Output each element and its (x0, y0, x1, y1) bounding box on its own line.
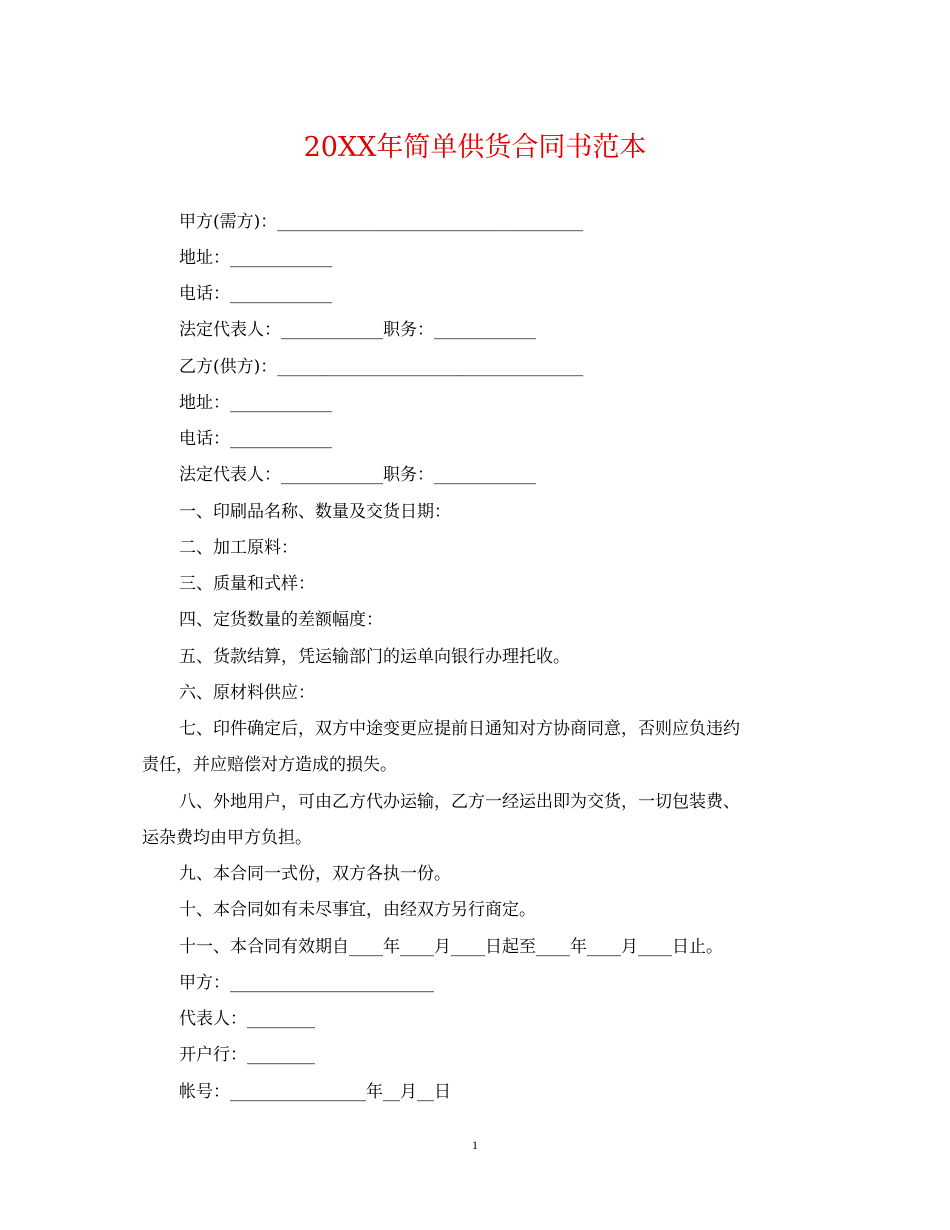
clause-6: 六、原材料供应： (179, 683, 315, 703)
clause-9: 九、本合同一式份，双方各执一份。 (179, 864, 451, 884)
clause-7-continued: 责任，并应赔偿对方造成的损失。 (142, 755, 397, 775)
clause-10: 十、本合同如有未尽事宜，由经双方另行商定。 (179, 900, 536, 920)
clause-7: 七、印件确定后，双方中途变更应提前日通知对方协商同意，否则应负违约 (179, 719, 740, 739)
signature-representative: 代表人：________ (179, 1009, 315, 1029)
clause-11: 十一、本合同有效期自____年____月____日起至____年____月____日止。 (179, 937, 723, 957)
clause-4: 四、定货数量的差额幅度： (179, 610, 383, 630)
clause-8: 八、外地用户，可由乙方代办运输，乙方一经运出即为交货，一切包装费、 (179, 792, 740, 812)
signature-account: 帐号：________________年__月__日 (179, 1082, 451, 1102)
clause-8-continued: 运杂费均由甲方负担。 (142, 828, 312, 848)
party-b-phone: 电话：____________ (179, 429, 332, 449)
party-a-phone: 电话：____________ (179, 284, 332, 304)
page-number: 1 (472, 1138, 478, 1152)
signature-party-a: 甲方：________________________ (179, 973, 434, 993)
party-b-address: 地址：____________ (179, 393, 332, 413)
party-a-address: 地址：____________ (179, 248, 332, 268)
party-a-representative: 法定代表人：____________职务：____________ (179, 320, 536, 340)
clause-5: 五、货款结算，凭运输部门的运单向银行办理托收。 (179, 647, 570, 667)
clause-2: 二、加工原料： (179, 538, 298, 558)
document-title: 20XX年简单供货合同书范本 (303, 132, 647, 163)
clause-1: 一、印刷品名称、数量及交货日期： (179, 502, 451, 522)
party-a-line: 甲方(需方)：____________________________________ (179, 212, 584, 232)
party-b-representative: 法定代表人：____________职务：____________ (179, 465, 536, 485)
clause-3: 三、质量和式样： (179, 574, 315, 594)
party-b-line: 乙方(供方)：____________________________________ (179, 357, 584, 377)
signature-bank: 开户行：________ (179, 1045, 315, 1065)
